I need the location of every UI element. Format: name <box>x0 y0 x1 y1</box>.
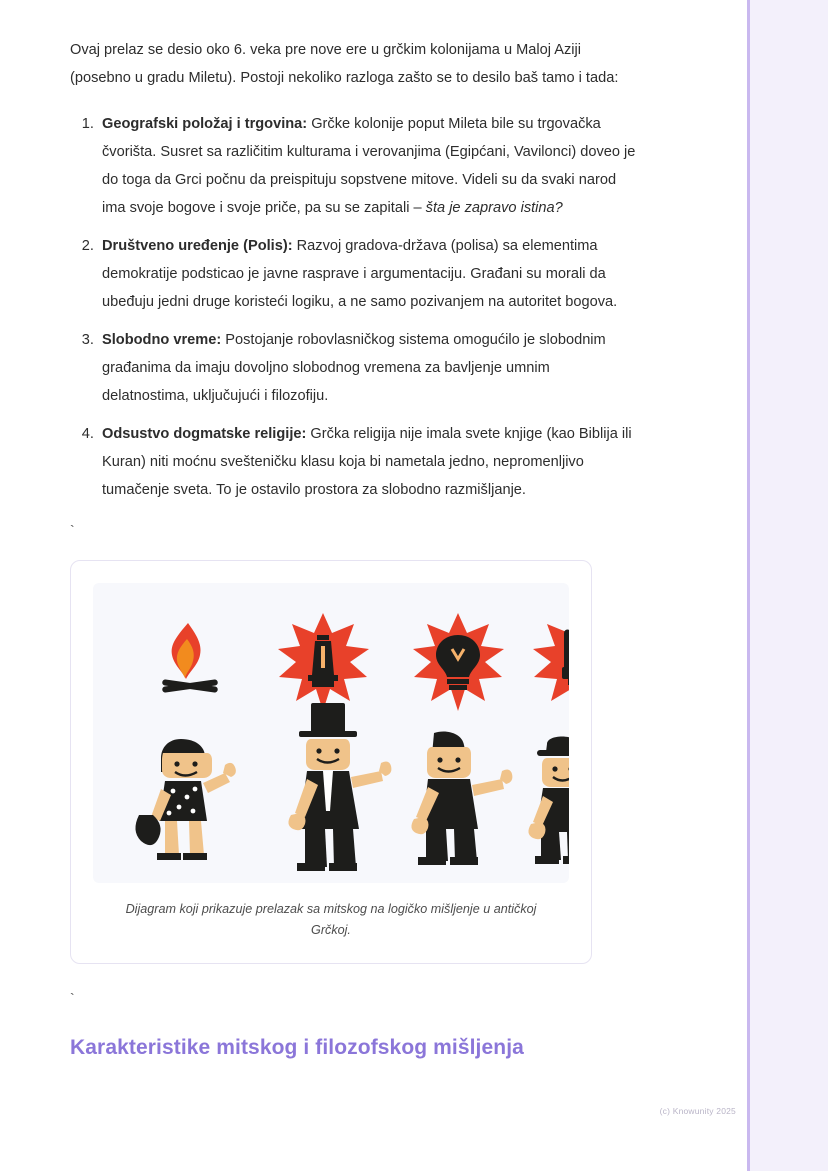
right-accent-band <box>748 0 828 1171</box>
list-item-emphasis: šta je zapravo istina? <box>425 200 563 216</box>
code-marker: ` <box>70 522 75 538</box>
section-title: Karakteristike mitskog i filozofskog mišljenja <box>70 1036 524 1059</box>
list-item-text: Grčke kolonije poput Mileta bile su trgovačka čvorišta. Susret sa različitim kulturama i verovanjima (Egipćani, Vavilonci) doveo je do toga da Grci počnu da preispituju sopstvene mitove. Videli su da svaki narod ima svoje bogove i svoje priče, pa su se zapitali – <box>102 116 636 216</box>
evolution-of-light-illustration <box>93 583 569 883</box>
document-content <box>70 36 636 1060</box>
list-item <box>98 232 636 316</box>
list-item-title: Slobodno vreme: <box>102 332 222 348</box>
code-marker-2: ` <box>70 990 75 1006</box>
list-item <box>98 110 636 222</box>
figure-caption: Dijagram koji prikazuje prelazak sa mitskog na logičko mišljenje u antičkoj Grčkoj. <box>125 902 537 937</box>
numbered-list <box>70 110 636 504</box>
list-item-text: Postojanje robovlasničkog sistema omogućilo je slobodnim građanima da imaju dovoljno slobodnog vremena za bavljenje umnim delatnostima, uključujući i filozofiju. <box>102 332 606 404</box>
list-item-text: Razvoj gradova-država (polisa) sa elementima demokratije podsticao je javne rasprave i argumentaciju. Građani su morali da ubeđuju jedni druge koristeći logiku, a ne samo pozivanjem na autoritet bogova. <box>102 238 618 310</box>
right-accent-line <box>747 0 750 1171</box>
list-item-title: Društveno uređenje (Polis): <box>102 238 293 254</box>
list-item <box>98 326 636 410</box>
figure-card <box>70 560 592 964</box>
copyright-notice: (c) Knowunity 2025 <box>659 1106 736 1116</box>
intro-paragraph: Ovaj prelaz se desio oko 6. veka pre nove ere u grčkim kolonijama u Maloj Aziji (posebno u gradu Miletu). Postoji nekoliko razloga zašto se to desilo baš tamo i tada: <box>70 42 619 86</box>
list-item <box>98 420 636 504</box>
list-item-title: Geografski položaj i trgovina: <box>102 116 308 132</box>
list-item-title: Odsustvo dogmatske religije: <box>102 426 307 442</box>
list-item-text: Grčka religija nije imala svete knjige (kao Biblija ili Kuran) niti moćnu svešteničku klasu koja bi nametala jedno, nepromenljivo tumačenje sveta. To je ostavilo prostora za slobodno razmišljanje. <box>102 426 632 498</box>
